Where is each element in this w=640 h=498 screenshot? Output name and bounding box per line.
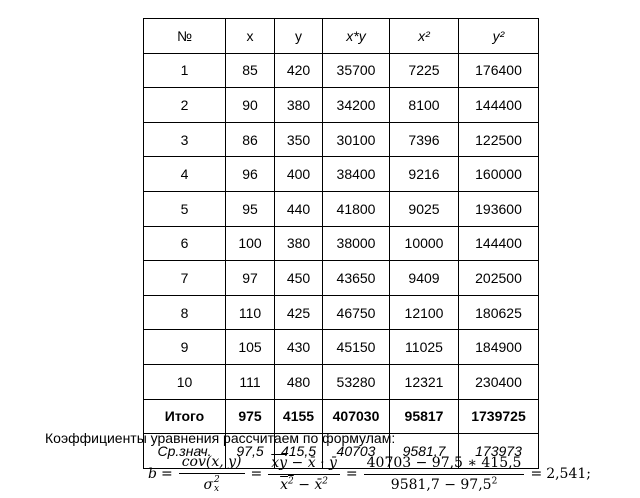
table-cell: 38400: [323, 157, 390, 192]
table-cell: 9: [144, 330, 226, 365]
table-cell: 2: [144, 88, 226, 123]
table-cell: 105: [226, 330, 275, 365]
formula-lhs: b: [148, 466, 157, 482]
table-cell: 380: [275, 226, 323, 261]
table-cell: 46750: [323, 295, 390, 330]
table-row: [144, 53, 539, 88]
formula-equals-3: =: [345, 466, 358, 482]
xy-bar: $\overline{xy}$: [271, 454, 288, 471]
table-cell: Итого: [144, 399, 226, 434]
table-cell: 30100: [323, 122, 390, 157]
formula-equals-4: =: [530, 466, 543, 482]
header-xy: x*y: [323, 19, 390, 54]
header-y: y: [275, 19, 323, 54]
sigma-symbol: σ: [203, 477, 214, 493]
table-row: [144, 191, 539, 226]
table-cell: 9409: [390, 261, 459, 296]
minus-1: −: [291, 454, 304, 471]
table-cell: 173973: [459, 434, 539, 469]
table-cell: 7: [144, 261, 226, 296]
table-cell: 430: [275, 330, 323, 365]
table-cell: 8100: [390, 88, 459, 123]
table-cell: 96: [226, 157, 275, 192]
table-cell: 1739725: [459, 399, 539, 434]
table-cell: 193600: [459, 191, 539, 226]
table-cell: 480: [275, 364, 323, 399]
table-cell: 407030: [323, 399, 390, 434]
table-cell: 230400: [459, 364, 539, 399]
dot-operator: ·: [320, 454, 325, 471]
table-cell: Ср.знач.: [144, 434, 226, 469]
table-cell: 9581,7: [390, 434, 459, 469]
x-bar-squared: x̄$^2$: [314, 475, 329, 493]
table-cell: 95817: [390, 399, 459, 434]
table-cell: 34200: [323, 88, 390, 123]
table-cell: 180625: [459, 295, 539, 330]
table-row: [144, 88, 539, 123]
table-cell: 97,5: [226, 434, 275, 469]
x2-bar: $x^2$: [280, 475, 294, 493]
table-cell: 3: [144, 122, 226, 157]
table-cell: 90: [226, 88, 275, 123]
table-cell: 440: [275, 191, 323, 226]
formula-equals-1: =: [160, 466, 173, 482]
table-cell: 380: [275, 88, 323, 123]
table-cell: 12321: [390, 364, 459, 399]
table-cell: 10: [144, 364, 226, 399]
table-cell: 40703: [323, 434, 390, 469]
table-cell: 95: [226, 191, 275, 226]
table-row: [144, 122, 539, 157]
table-cell: 9025: [390, 191, 459, 226]
table-cell: 7396: [390, 122, 459, 157]
table-cell: 12100: [390, 295, 459, 330]
table-cell: 97: [226, 261, 275, 296]
x-bar: x̄: [307, 454, 316, 471]
table-cell: 4155: [275, 399, 323, 434]
means-numerator: [268, 455, 340, 475]
sigma-subscript: x: [214, 484, 220, 494]
table-cell: 202500: [459, 261, 539, 296]
table-cell: 122500: [459, 122, 539, 157]
means-denominator: [277, 475, 331, 494]
numeric-denominator: $9581,7 - 97,5^2$: [390, 475, 498, 493]
table-header-row: [144, 19, 539, 54]
regression-table: [143, 18, 539, 469]
means-fraction: [268, 455, 340, 494]
table-cell: 100: [226, 226, 275, 261]
header-number: №: [144, 19, 226, 54]
minus-2: −: [298, 476, 310, 493]
table-cell: 160000: [459, 157, 539, 192]
table-cell: 425: [275, 295, 323, 330]
table-cell: 350: [275, 122, 323, 157]
formula-result: 2,541;: [546, 466, 591, 482]
table-cell: 38000: [323, 226, 390, 261]
header-x-squared: x²: [390, 19, 459, 54]
variance-denominator: [200, 474, 222, 494]
table-cell: 85: [226, 53, 275, 88]
table-cell: 8: [144, 295, 226, 330]
table-cell: 415,5: [275, 434, 323, 469]
table-cell: 45150: [323, 330, 390, 365]
table-cell: 9216: [390, 157, 459, 192]
table-cell: 4: [144, 157, 226, 192]
sigma-superscript: 2: [214, 475, 220, 485]
table-cell: 144400: [459, 226, 539, 261]
table-cell: 35700: [323, 53, 390, 88]
table-cell: 176400: [459, 53, 539, 88]
table-cell: 86: [226, 122, 275, 157]
table-cell: 420: [275, 53, 323, 88]
y-bar: ȳ: [328, 454, 337, 471]
table-cell: 400: [275, 157, 323, 192]
table-row: [144, 261, 539, 296]
cov-over-variance-fraction: [179, 454, 245, 494]
numeric-numerator: 40703 − 97,5 ∗ 415,5: [364, 455, 525, 475]
table-cell: 6: [144, 226, 226, 261]
table-row: [144, 157, 539, 192]
table-cell: 110: [226, 295, 275, 330]
table-row: [144, 364, 539, 399]
table-cell: 11025: [390, 330, 459, 365]
formula-caption: Коэффициенты уравнения рассчитаем по формулам:: [45, 430, 396, 446]
table-cell: 1: [144, 53, 226, 88]
table-cell: 53280: [323, 364, 390, 399]
cov-numerator: cov(x, y): [179, 454, 245, 474]
table-cell: 184900: [459, 330, 539, 365]
formula-equals-2: =: [250, 466, 263, 482]
table-cell: 10000: [390, 226, 459, 261]
table-cell: 144400: [459, 88, 539, 123]
coefficient-b-formula: [148, 453, 591, 495]
table-row: [144, 330, 539, 365]
numeric-fraction: [364, 455, 525, 494]
table-cell: 7225: [390, 53, 459, 88]
table-cell: 975: [226, 399, 275, 434]
table-row: [144, 226, 539, 261]
table-row: [144, 295, 539, 330]
table-total-row: [144, 399, 539, 434]
header-y-squared: y²: [459, 19, 539, 54]
table-cell: 450: [275, 261, 323, 296]
header-x: x: [226, 19, 275, 54]
table-cell: 41800: [323, 191, 390, 226]
table-cell: 43650: [323, 261, 390, 296]
table-cell: 111: [226, 364, 275, 399]
table-cell: 5: [144, 191, 226, 226]
